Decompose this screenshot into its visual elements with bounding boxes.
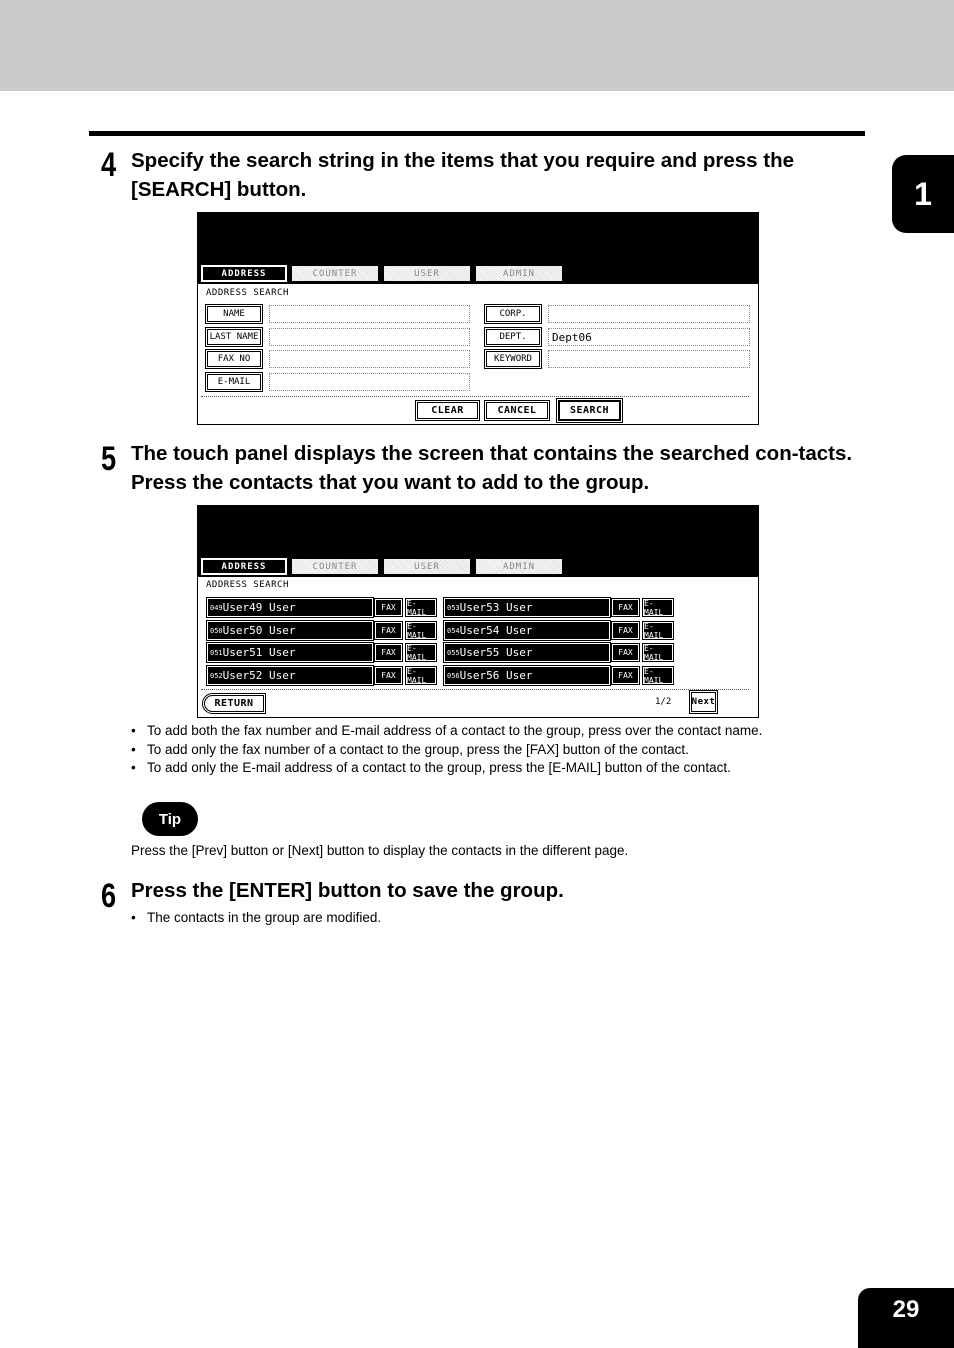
last-name-button[interactable]: LAST NAME <box>207 329 261 345</box>
email-button[interactable]: E-MAIL <box>406 622 436 639</box>
tab-counter[interactable]: COUNTER <box>291 265 379 282</box>
fax-button[interactable]: FAX <box>612 622 639 639</box>
fax-no-button[interactable]: FAX NO <box>207 351 261 367</box>
fax-button[interactable]: FAX <box>375 644 402 661</box>
step-4-text: Specify the search string in the items that you require and press the [SEARCH] button. <box>131 149 795 201</box>
contact-number: 053 <box>447 603 460 612</box>
email-button[interactable]: E-MAIL <box>643 622 673 639</box>
contact-button[interactable] <box>444 598 610 617</box>
contact-button[interactable] <box>207 666 373 685</box>
contact-number: 056 <box>447 671 460 680</box>
contact-name: User54 User <box>459 624 533 637</box>
contact-button[interactable] <box>207 598 373 617</box>
contact-number: 051 <box>210 648 223 657</box>
dept-field[interactable]: Dept06 <box>548 328 750 346</box>
fax-button[interactable]: FAX <box>612 644 639 661</box>
return-button[interactable]: RETURN <box>204 695 264 712</box>
next-button[interactable]: Next <box>691 692 716 712</box>
step-4-number: 4 <box>101 146 117 184</box>
email-button[interactable]: E-MAIL <box>406 599 436 616</box>
screen-tabs <box>201 265 567 283</box>
keyword-field[interactable] <box>548 350 750 368</box>
note-item: • The contacts in the group are modified. <box>131 909 871 928</box>
search-results-screen <box>197 505 759 718</box>
contact-button[interactable] <box>444 666 610 685</box>
header-band <box>0 0 954 91</box>
last-name-field[interactable] <box>269 328 470 346</box>
section-label: ADDRESS SEARCH <box>206 580 289 590</box>
divider <box>201 396 749 397</box>
email-button[interactable]: E-MAIL <box>207 374 261 390</box>
contact-name: User55 User <box>459 646 533 659</box>
email-button[interactable]: E-MAIL <box>406 644 436 661</box>
contact-button[interactable] <box>444 621 610 640</box>
name-field[interactable] <box>269 305 470 323</box>
step-5-number: 5 <box>101 440 117 478</box>
step-6-notes <box>131 909 871 928</box>
tip-text: Press the [Prev] button or [Next] button to display the contacts in the different page. <box>131 843 629 858</box>
contact-name: User53 User <box>459 601 533 614</box>
step-5-notes <box>131 722 871 778</box>
note-item: • To add only the E-mail address of a contact to the group, press the [E-MAIL] button of the contact. <box>131 759 871 778</box>
chapter-tab: 1 <box>892 155 954 233</box>
contact-name: User51 User <box>222 646 296 659</box>
contact-number: 052 <box>210 671 223 680</box>
contact-button[interactable] <box>444 643 610 662</box>
divider <box>201 689 749 690</box>
email-field[interactable] <box>269 373 470 391</box>
contact-number: 055 <box>447 648 460 657</box>
email-button[interactable]: E-MAIL <box>643 667 673 684</box>
corp-button[interactable]: CORP. <box>486 306 540 322</box>
contact-number: 049 <box>210 603 223 612</box>
contact-name: User49 User <box>222 601 296 614</box>
contact-number: 054 <box>447 626 460 635</box>
contact-button[interactable] <box>207 643 373 662</box>
address-search-screen <box>197 212 759 425</box>
section-rule <box>89 131 865 136</box>
note-item: • To add only the fax number of a contact to the group, press the [FAX] button of the contact. <box>131 741 871 760</box>
step-6-text: Press the [ENTER] button to save the group. <box>131 879 564 902</box>
tip-badge: Tip <box>142 802 198 836</box>
contact-name: User52 User <box>222 669 296 682</box>
contact-number: 050 <box>210 626 223 635</box>
fax-button[interactable]: FAX <box>612 667 639 684</box>
fax-no-field[interactable] <box>269 350 470 368</box>
note-item: • To add both the fax number and E-mail address of a contact to the group, press over the contact name. <box>131 722 871 741</box>
dept-button[interactable]: DEPT. <box>486 329 540 345</box>
tab-admin[interactable]: ADMIN <box>475 558 563 575</box>
cancel-button[interactable]: CANCEL <box>486 402 548 419</box>
keyword-button[interactable]: KEYWORD <box>486 351 540 367</box>
step-6-number: 6 <box>101 877 117 915</box>
name-button[interactable]: NAME <box>207 306 261 322</box>
tab-admin[interactable]: ADMIN <box>475 265 563 282</box>
screen-tabs <box>201 558 567 576</box>
step-5-text: The touch panel displays the screen that contains the searched con-tacts. Press the contacts that you want to add to the group. <box>131 442 853 494</box>
contact-name: User50 User <box>222 624 296 637</box>
fax-button[interactable]: FAX <box>375 599 402 616</box>
tab-user[interactable]: USER <box>383 558 471 575</box>
fax-button[interactable]: FAX <box>612 599 639 616</box>
search-button[interactable]: SEARCH <box>558 400 621 421</box>
contact-name: User56 User <box>459 669 533 682</box>
email-button[interactable]: E-MAIL <box>643 644 673 661</box>
fax-button[interactable]: FAX <box>375 667 402 684</box>
tab-counter[interactable]: COUNTER <box>291 558 379 575</box>
tab-address[interactable]: ADDRESS <box>201 265 287 282</box>
tab-address[interactable]: ADDRESS <box>201 558 287 575</box>
page-indicator: 1/2 <box>655 697 672 707</box>
page-number: 29 <box>858 1288 954 1348</box>
email-button[interactable]: E-MAIL <box>406 667 436 684</box>
tab-user[interactable]: USER <box>383 265 471 282</box>
clear-button[interactable]: CLEAR <box>417 402 478 419</box>
contact-button[interactable] <box>207 621 373 640</box>
email-button[interactable]: E-MAIL <box>643 599 673 616</box>
section-label: ADDRESS SEARCH <box>206 288 289 298</box>
fax-button[interactable]: FAX <box>375 622 402 639</box>
corp-field[interactable] <box>548 305 750 323</box>
